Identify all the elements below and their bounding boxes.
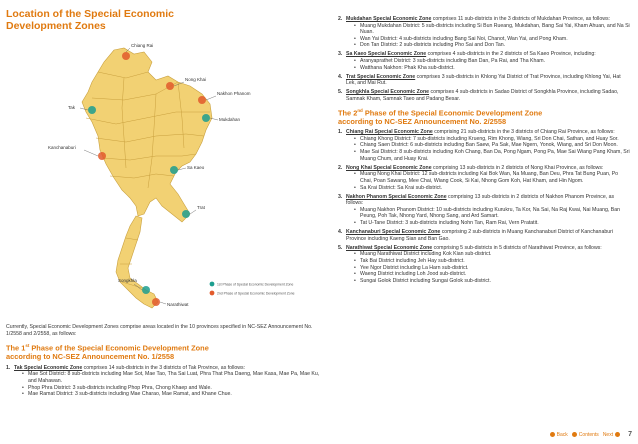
zone-number: 2.: [338, 164, 343, 171]
zone-chiang-rai: [338, 129, 630, 162]
label-nakhon-phanom: Nakhon Phanom: [217, 91, 251, 96]
map-title-line1: Location of the Special Economic: [6, 8, 175, 20]
list-item: • Tak Bai District including Jeh Hay sub-district.: [354, 258, 630, 265]
list-item: • Muang Mukdahan District: 5 sub-districts including Si Bun Rueang, Mukdahan, Bang Sai Yai, Kham Ahuan, and Na Si Nuan.: [354, 23, 630, 36]
marker-trat: [182, 210, 190, 218]
zone-desc: comprising 2 sub-districts in Muang Kanchanaburi District of Kanchanaburi Province including Kaeng Sian and Ban Gao.: [346, 229, 613, 242]
legend-phase2-swatch: [210, 291, 215, 296]
zone-head: [338, 89, 630, 102]
list-item: • Tat U-Tane District: 3 sub-districts including Nohn Tan, Ram Rai, Vern Pratatit.: [354, 220, 630, 227]
zone-name: Chiang Rai Special Economic Zone: [346, 129, 433, 136]
list-item: • Watthana Nakhon: Phak Kha sub-district.: [354, 65, 630, 72]
zone-heading: [346, 74, 630, 87]
zone-desc: comprising 21 sub-districts in the 3 districts of Chiang Rai Province, as follows:: [432, 129, 615, 136]
label-sa-kaeo: Sa Kaeo: [187, 165, 205, 170]
label-songkhla: Songkhla: [118, 278, 137, 283]
list-item: • Aranyaprathet District: 3 sub-districts including Ban Dan, Pa Rai, and Tha Kham.: [354, 58, 630, 65]
zone-name: Sa Kaeo Special Economic Zone: [346, 51, 427, 58]
zone-list: [22, 371, 322, 397]
zone-number: 5.: [338, 89, 343, 96]
phase1-title-pre: The 1: [6, 343, 26, 353]
list-item: • Yee Ngor District including La Harn sub-district.: [354, 265, 630, 272]
label-nong-khai: Nong Khai: [185, 77, 207, 82]
zone-head: [338, 51, 630, 58]
next-button[interactable]: [603, 432, 620, 438]
marker-mukdahan: [202, 114, 210, 122]
list-item: • Wan Yai District: 4 sub-districts including Bang Sai Noi, Chanot, Wan Yai, and Pong Kham.: [354, 36, 630, 43]
zone-songkhla: [338, 89, 630, 102]
zone-heading: [346, 194, 630, 207]
zone-number: 4.: [338, 73, 343, 80]
phase2-title-post: Phase of the Special Economic Development Zone: [362, 108, 543, 118]
zone-desc: comprises 4 sub-districts in the 2 districts of Sa Kaeo Province, including:: [426, 51, 596, 58]
intro-paragraph: Currently, Special Economic Development Zones comprise areas located in the 10 provinces specified in NC-SEZ Announcement No. 1/2558 and 2/2558, as follows:: [6, 324, 313, 337]
phase1-title-sup: st: [25, 343, 30, 349]
marker-narathiwat: [152, 298, 160, 306]
next-label: Next: [602, 431, 614, 438]
contents-button[interactable]: [572, 432, 599, 438]
phase1-title-line2: according to NC-SEZ Announcement No. 1/2558: [6, 352, 175, 362]
left-text: [6, 324, 322, 400]
label-trat: Trat: [197, 205, 205, 210]
marker-nakhon-phanom: [198, 96, 206, 104]
legend-phase1-label: 1st Phase of Special Economic Development Zone: [217, 282, 294, 287]
zone-name: Narathiwat Special Economic Zone: [346, 244, 433, 251]
map-title: [6, 8, 174, 32]
zone-sa-kaeo: [338, 51, 630, 71]
zone-desc: comprising 13 sub-districts in 2 districts of Nakhon Phanom Province, as follows:: [346, 193, 615, 207]
list-item: • Phop Phra District: 3 sub-districts including Phop Phra, Chong Khaep and Wale.: [22, 385, 322, 392]
list-item: • Mae Sai District: 8 sub-districts including Koh Chang, Ban Da, Pong Ngam, Pong Pa, Mae Sai Wiang Pang Kham, Sri Muang Chum, and Huay Krai.: [354, 149, 630, 162]
zone-heading: [346, 16, 610, 23]
phase1-title: [6, 342, 322, 362]
marker-kanchanaburi: [98, 152, 106, 160]
label-mukdahan: Mukdahan: [219, 117, 241, 122]
zone-desc: comprises 4 sub-districts in Sadao District of Songkhla Province, including Sadao, Samnak Kham, Samnak Taeo and Padang Besar.: [346, 89, 619, 103]
zone-head: [338, 74, 630, 87]
thailand-map-svg: [6, 38, 320, 320]
list-item: • Muang Nong Khai District: 12 sub-districts including Kai Bok Wan, Na Muang, Ban Deu, Phra Tat Bung Puan, Po Chai, Poan Sawang, Mee Chai, Wiang Cook, Si Kai, Nhong Gom Koh, Hat Kham, and Hin Ngom.: [354, 171, 630, 184]
marker-nong-khai: [166, 82, 174, 90]
zone-name: Kanchanaburi Special Economic Zone: [346, 229, 441, 236]
list-item: • Sa Krai District: Sa Krai sub-district.: [354, 185, 630, 192]
list-item: • Muang Nakhon Phanom District: 10 sub-districts including Kurukru, Ta Kor, Na Sai, Na Raj Kwai, Nai Muang, Ban Peung, Poh Tak, Nhong Yard, Nhong Sang, and Ard Samart.: [354, 207, 630, 220]
list-item: • Muang Narathiwat District including Kok Kian sub-district.: [354, 251, 630, 258]
thailand-map: [6, 38, 320, 320]
list-item: • Waeng District including Loh Jood sub-district.: [354, 271, 630, 278]
page-number: 7: [628, 431, 632, 438]
back-icon: [550, 432, 555, 437]
contents-label: Contents: [578, 431, 599, 438]
zone-trat: [338, 74, 630, 87]
zone-number: 3.: [338, 193, 343, 200]
list-item: • Don Tan District: 2 sub-districts including Pho Sai and Don Tan.: [354, 42, 630, 49]
zone-head: [338, 229, 630, 242]
zone-number: 5.: [338, 244, 343, 251]
footer-nav: [550, 431, 632, 438]
zone-head: [338, 16, 630, 23]
zone-heading: [346, 229, 630, 242]
zone-number: 4.: [338, 229, 343, 236]
list-item: • Sungai Golok District including Sungai Golok sub-district.: [354, 278, 630, 285]
marker-songkhla: [142, 286, 150, 294]
next-icon: [615, 432, 620, 437]
left-column: [6, 8, 322, 438]
zone-desc: comprising 5 sub-districts in 5 districts of Narathiwat Province, as follows:: [432, 244, 602, 251]
zone-list: [354, 136, 630, 162]
zone-name: Nakhon Phanom Special Economic Zone: [346, 193, 447, 200]
zone-heading: [346, 245, 602, 252]
zone-head: [338, 165, 630, 172]
phase2-title-sup: nd: [357, 107, 363, 113]
zone-number: 1.: [338, 129, 343, 136]
zone-nong-khai: [338, 165, 630, 191]
zone-nakhon-phanom: [338, 194, 630, 227]
zone-kanchanaburi: [338, 229, 630, 242]
contents-icon: [572, 432, 577, 437]
zone-number: 3.: [338, 51, 343, 58]
zone-tak: [6, 365, 322, 398]
zone-name: Nong Khai Special Economic Zone: [346, 164, 432, 171]
zone-heading: [346, 89, 630, 102]
zone-desc: comprising 13 sub-districts in 2 districts of Nong Khai Province, as follows:: [431, 164, 604, 171]
zone-desc: comprises 3 sub-districts in Khlong Yai District of Trat Province, including Khlong Yai, Hat Lek, and Mai Rut.: [346, 73, 621, 87]
phase2-title-pre: The 2: [338, 108, 358, 118]
right-column: [338, 16, 630, 436]
zone-name: Mukdahan Special Economic Zone: [346, 16, 432, 22]
zone-narathiwat: [338, 245, 630, 285]
list-item: • Mae Sot District: 8 sub-districts including Mae Sot, Mae Tao, Tha Sai Luat, Phra That Pha Daeng, Mae Kasa, Mae Pa, Mae Ku, and Mahawan.: [22, 371, 322, 384]
zone-list: [354, 171, 630, 191]
marker-sa-kaeo: [170, 166, 178, 174]
zone-heading: [346, 165, 603, 172]
zone-list: [354, 58, 630, 71]
zone-list: [354, 251, 630, 284]
list-item: • Chiang Khong District: 7 sub-districts including Krueng, Rim Khong, Wiang, Sri Don Chai, Sathan, and Huay Sor.: [354, 136, 630, 143]
label-tak: Tak: [68, 105, 76, 110]
zone-desc: comprises 14 sub-districts in the 3 districts of Tak Province, as follows:: [82, 364, 246, 371]
label-chiang-rai: Chiang Rai: [131, 43, 154, 48]
zone-head: [6, 365, 322, 372]
label-kanchanaburi: Kanchanaburi: [48, 145, 76, 150]
zone-heading: [14, 365, 245, 372]
zone-name: Songkhla Special Economic Zone: [346, 89, 430, 96]
label-narathiwat: Narathiwat: [167, 302, 189, 307]
zone-number: 2.: [338, 16, 343, 22]
marker-tak: [88, 106, 96, 114]
marker-chiang-rai: [122, 52, 130, 60]
back-label: Back: [556, 431, 568, 438]
zone-head: [338, 245, 630, 252]
zone-name: Tak Special Economic Zone: [14, 364, 83, 371]
zone-list: [354, 207, 630, 227]
zone-name: Trat Special Economic Zone: [346, 73, 416, 80]
phase1-title-post: Phase of the Special Economic Development Zone: [29, 343, 209, 353]
phase2-title: [338, 107, 630, 127]
zone-number: 1.: [6, 364, 11, 371]
zone-list: [354, 23, 630, 49]
legend-phase2-label: 2nd Phase of Special Economic Development Zone: [217, 291, 295, 296]
zone-head: [338, 194, 630, 207]
legend-phase1-swatch: [210, 282, 215, 287]
map-title-line2: Development Zones: [6, 20, 106, 32]
zone-heading: [346, 51, 596, 58]
phase2-title-line2: according to NC-SEZ Announcement No. 2/2558: [338, 116, 507, 126]
back-button[interactable]: [550, 432, 568, 438]
list-item: • Mae Ramat District: 3 sub-districts including Mae Charao, Mae Ramat, and Khane Chue.: [22, 391, 322, 398]
zone-heading: [346, 129, 615, 136]
zone-mukdahan: [338, 16, 630, 49]
zone-head: [338, 129, 630, 136]
list-item: • Chiang Saen District: 6 sub-districts including Ban Saew, Pa Sak, Mae Ngern, Yonok, Wiang, and Sri Don Moon.: [354, 142, 630, 149]
zone-desc: comprises 11 sub-districts in the 3 districts of Mukdahan Province, as follows:: [431, 16, 610, 22]
